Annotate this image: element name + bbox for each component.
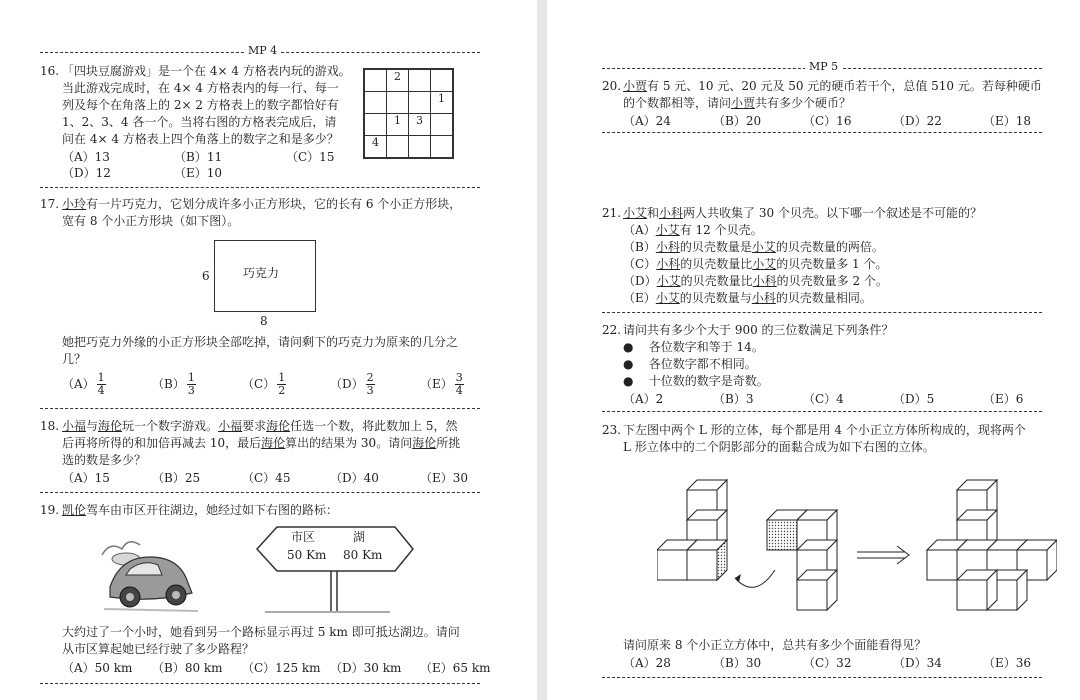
option-c[interactable]: （C）16 — [803, 114, 852, 128]
option-label: （A） — [623, 223, 656, 237]
person-name: 小贾 — [623, 79, 648, 93]
grid-cell: 3 — [409, 114, 431, 136]
numerator: 1 — [187, 371, 195, 384]
left-page — [0, 0, 537, 700]
option-c[interactable]: （C）45 — [242, 471, 291, 485]
transform-arrow-icon — [857, 546, 909, 564]
grid-cell — [431, 136, 454, 159]
text: 算出的结果为 30。请问 — [285, 436, 413, 450]
question-number: 22. — [602, 323, 622, 337]
person-name: 小科 — [752, 274, 777, 288]
question-text: 大约过了一个小时，她看到另一个路标显示再过 5 km 即可抵达湖边。请问 — [62, 625, 460, 639]
text: 的贝壳数量是 — [679, 240, 752, 254]
numerator: 1 — [97, 371, 105, 384]
option-label: （D） — [330, 377, 364, 391]
option-label: （E） — [623, 291, 656, 305]
question-text: 请问共有多少个大于 900 的三位数满足下列条件？ — [623, 323, 894, 337]
text: 的贝壳数量比 — [680, 257, 753, 271]
sign-label-city: 市区 — [291, 530, 316, 544]
text: 的贝壳数量相同。 — [775, 291, 872, 305]
question-text: 下左图中两个 L 形的立体，每个都是用 4 个小正立方体所构成的，现将两个 — [623, 423, 1026, 437]
option-d[interactable]: （D）12 — [62, 166, 111, 180]
signpost-icon — [255, 525, 415, 615]
person-name: 小艾 — [623, 206, 648, 220]
chocolate-figure — [198, 240, 328, 328]
fraction — [187, 372, 196, 397]
number-grid — [363, 68, 454, 159]
text: 的贝壳数量多 2 个。 — [776, 274, 888, 288]
option-a[interactable] — [623, 222, 763, 239]
text: 两人共收集了 30 个贝壳。以下哪一个叙述是不可能的？ — [683, 206, 982, 220]
option-a[interactable]: （A）28 — [623, 656, 671, 670]
divider — [602, 312, 1042, 313]
person-name: 小艾 — [655, 291, 680, 305]
grid-cell — [364, 92, 387, 114]
text: 要求 — [242, 419, 267, 433]
question-text — [62, 196, 461, 213]
denominator: 4 — [97, 384, 105, 397]
question-text: L 形立体中的二个阴影部分的面黏合成为如下右图的立体。 — [623, 440, 935, 454]
question-number: 16. — [40, 64, 60, 78]
question-text — [623, 78, 1042, 95]
option-c[interactable] — [242, 372, 286, 397]
option-b[interactable]: （B）80 km — [152, 661, 223, 675]
person-name: 海伦 — [266, 419, 291, 433]
option-a[interactable]: （A）15 — [62, 471, 110, 485]
option-e[interactable] — [623, 290, 872, 307]
option-b[interactable]: （B）11 — [174, 150, 223, 164]
denominator: 3 — [366, 384, 374, 397]
option-label: （C） — [623, 257, 657, 271]
grid-cell — [364, 114, 387, 136]
question-text — [62, 502, 338, 519]
option-c[interactable]: （C）15 — [286, 150, 335, 164]
grid-cell: 1 — [431, 92, 454, 114]
option-a[interactable]: （A）2 — [623, 392, 664, 406]
question-text: 列及每个在角落上的 2× 2 方格表上的数字都恰好有 — [62, 98, 339, 112]
text: 任选一个数，将此数加上 5，然 — [290, 419, 458, 433]
question-number: 17. — [40, 197, 60, 211]
option-d[interactable] — [330, 372, 375, 397]
option-label: （B） — [623, 240, 656, 254]
divider — [40, 683, 480, 684]
page-gap — [537, 0, 547, 700]
figure-label: 巧克力 — [243, 266, 280, 280]
divider — [40, 492, 480, 493]
option-a[interactable]: （A）50 km — [62, 661, 133, 675]
question-number: 19. — [40, 503, 60, 517]
fraction — [366, 372, 375, 397]
person-name: 小艾 — [655, 223, 680, 237]
option-label: （B） — [152, 377, 185, 391]
sign-distance-lake: 80 Km — [343, 548, 383, 562]
right-page — [547, 0, 1080, 700]
option-label: （E） — [420, 377, 453, 391]
bullet-item: ● 各位数字都不相同。 — [623, 357, 757, 371]
person-name: 海伦 — [261, 436, 286, 450]
option-c[interactable] — [623, 256, 888, 273]
divider — [602, 411, 1042, 412]
person-name: 小福 — [218, 419, 243, 433]
numerator: 2 — [366, 371, 374, 384]
divider — [602, 132, 1042, 133]
person-name: 凯伦 — [62, 503, 87, 517]
grid-cell: 4 — [364, 136, 387, 159]
option-b[interactable] — [152, 372, 196, 397]
question-text: 她把巧克力外缘的小正方形块全部吃掉，请问剩下的巧克力为原来的几分之 — [62, 335, 459, 349]
person-name: 小艾 — [752, 257, 777, 271]
text: 驾车由市区开往湖边，她经过如下右图的路标： — [86, 503, 339, 517]
grid-cell — [431, 114, 454, 136]
person-name: 海伦 — [98, 419, 123, 433]
text: 的贝壳数量的两倍。 — [775, 240, 884, 254]
person-name: 海伦 — [412, 436, 437, 450]
grid-cell — [387, 136, 409, 159]
question-text: 选的数是多少？ — [62, 453, 147, 467]
option-d[interactable]: （D）22 — [893, 114, 942, 128]
divider — [40, 408, 480, 409]
grid-cell — [409, 69, 431, 92]
text: 有 12 个贝壳。 — [679, 223, 763, 237]
cube-figure — [657, 470, 1057, 620]
question-text — [62, 435, 460, 452]
grid-cell — [409, 92, 431, 114]
fraction — [97, 372, 106, 397]
option-e[interactable]: （E）6 — [983, 392, 1024, 406]
option-b[interactable]: （B）20 — [713, 114, 762, 128]
fraction — [277, 372, 286, 397]
divider — [602, 677, 1042, 678]
bullet-item: ● 十位数的数字是奇数。 — [623, 374, 769, 388]
page-number: MP 5 — [805, 60, 842, 73]
numerator: 1 — [278, 371, 286, 384]
road-sign — [255, 525, 420, 615]
option-c[interactable]: （C）125 km — [242, 661, 321, 675]
person-name: 小福 — [62, 419, 87, 433]
person-name: 小科 — [656, 257, 681, 271]
text: 共有多少个硬币？ — [755, 96, 852, 110]
car-icon — [100, 525, 200, 617]
option-a[interactable] — [62, 372, 106, 397]
bullet-item: ● 各位数字和等于 14。 — [623, 340, 764, 354]
option-d[interactable]: （D）30 km — [330, 661, 402, 675]
question-number: 21. — [602, 206, 622, 220]
option-c[interactable]: （C）32 — [803, 656, 852, 670]
question-text: 当此游戏完成时，在 4× 4 方格表内的每一行、每一 — [62, 81, 339, 95]
text: 所挑 — [436, 436, 461, 450]
question-text: 几？ — [62, 352, 87, 366]
denominator: 3 — [187, 384, 195, 397]
option-b[interactable]: （B）25 — [152, 471, 201, 485]
grid-cell: 1 — [387, 114, 409, 136]
text: 有 5 元、10 元、20 元及 50 元的硬币若干个，总值 510 元。若每种硬币 — [647, 79, 1042, 93]
text: 各位数字都不相同。 — [648, 357, 757, 371]
grid-cell — [409, 136, 431, 159]
question-number: 23. — [602, 423, 622, 437]
question-text: 问在 4× 4 方格表上四个角落上的数字之和是多少？ — [62, 132, 339, 146]
side-length-label: 6 — [202, 269, 210, 283]
l-shape-right — [767, 510, 837, 610]
text: 与 — [86, 419, 99, 433]
fraction — [455, 372, 464, 397]
question-text — [62, 418, 458, 435]
sign-label-lake: 湖 — [353, 530, 366, 544]
person-name: 小科 — [659, 206, 684, 220]
grid-cell — [364, 69, 387, 92]
text: 玩一个数字游戏。 — [122, 419, 219, 433]
person-name: 小贾 — [731, 96, 756, 110]
option-e[interactable]: （E）10 — [174, 166, 223, 180]
divider — [40, 187, 480, 188]
option-label: （D） — [623, 274, 657, 288]
question-text: 「四块豆腐游戏」是一个在 4× 4 方格表内玩的游戏。 — [62, 64, 351, 78]
text: 后再将所得的和加倍再减去 10，最后 — [62, 436, 262, 450]
option-d[interactable]: （D）5 — [893, 392, 935, 406]
option-e[interactable] — [420, 372, 464, 397]
question-text: 1、2、3、4 各一个。当将右图的方格表完成后，请 — [62, 115, 337, 129]
question-number: 20. — [602, 79, 622, 93]
option-b[interactable] — [623, 239, 884, 256]
option-d[interactable] — [623, 273, 888, 290]
option-label: （C） — [242, 377, 276, 391]
option-b[interactable]: （B）3 — [713, 392, 754, 406]
option-e[interactable]: （E）36 — [983, 656, 1032, 670]
text: 各位数字和等于 14。 — [648, 340, 764, 354]
grid-cell — [387, 92, 409, 114]
option-e[interactable]: （E）30 — [420, 471, 469, 485]
question-text: 从市区算起她已经行驶了多少路程？ — [62, 642, 255, 656]
denominator: 4 — [455, 384, 463, 397]
option-b[interactable]: （B）30 — [713, 656, 762, 670]
text: 和 — [647, 206, 660, 220]
combined-shape — [927, 480, 1057, 610]
question-text — [623, 95, 851, 112]
option-d[interactable]: （D）40 — [330, 471, 379, 485]
option-e[interactable]: （E）18 — [983, 114, 1032, 128]
person-name: 小艾 — [751, 240, 776, 254]
question-text: 宽有 8 个小正方形块（如下图）。 — [62, 214, 240, 228]
question-number: 18. — [40, 419, 60, 433]
question-text: 请问原来 8 个小正立方体中，总共有多少个面能看得见？ — [623, 638, 927, 652]
person-name: 小玲 — [62, 197, 87, 211]
person-name: 小艾 — [656, 274, 681, 288]
question-text — [623, 205, 982, 222]
option-a[interactable]: （A）24 — [623, 114, 671, 128]
text: 有一片巧克力，它划分成许多小正方形块，它的长有 6 个小正方形块， — [86, 197, 462, 211]
text: 的贝壳数量多 1 个。 — [776, 257, 888, 271]
bottom-length-label: 8 — [260, 314, 268, 328]
grid-cell — [431, 69, 454, 92]
text: 的贝壳数量比 — [680, 274, 753, 288]
option-c[interactable]: （C）4 — [803, 392, 844, 406]
page-number: MP 4 — [244, 44, 281, 57]
option-label: （A） — [62, 377, 95, 391]
person-name: 小科 — [655, 240, 680, 254]
numerator: 3 — [455, 371, 463, 384]
option-a[interactable]: （A）13 — [62, 150, 110, 164]
sign-distance-city: 50 Km — [287, 548, 327, 562]
option-e[interactable]: （E）65 km — [420, 661, 491, 675]
person-name: 小科 — [751, 291, 776, 305]
l-shape-left — [657, 480, 727, 580]
text: 的个数都相等，请问 — [623, 96, 732, 110]
option-d[interactable]: （D）34 — [893, 656, 942, 670]
text: 十位数的数字是奇数。 — [648, 374, 769, 388]
grid-cell: 2 — [387, 69, 409, 92]
denominator: 2 — [278, 384, 286, 397]
text: 的贝壳数量与 — [679, 291, 752, 305]
